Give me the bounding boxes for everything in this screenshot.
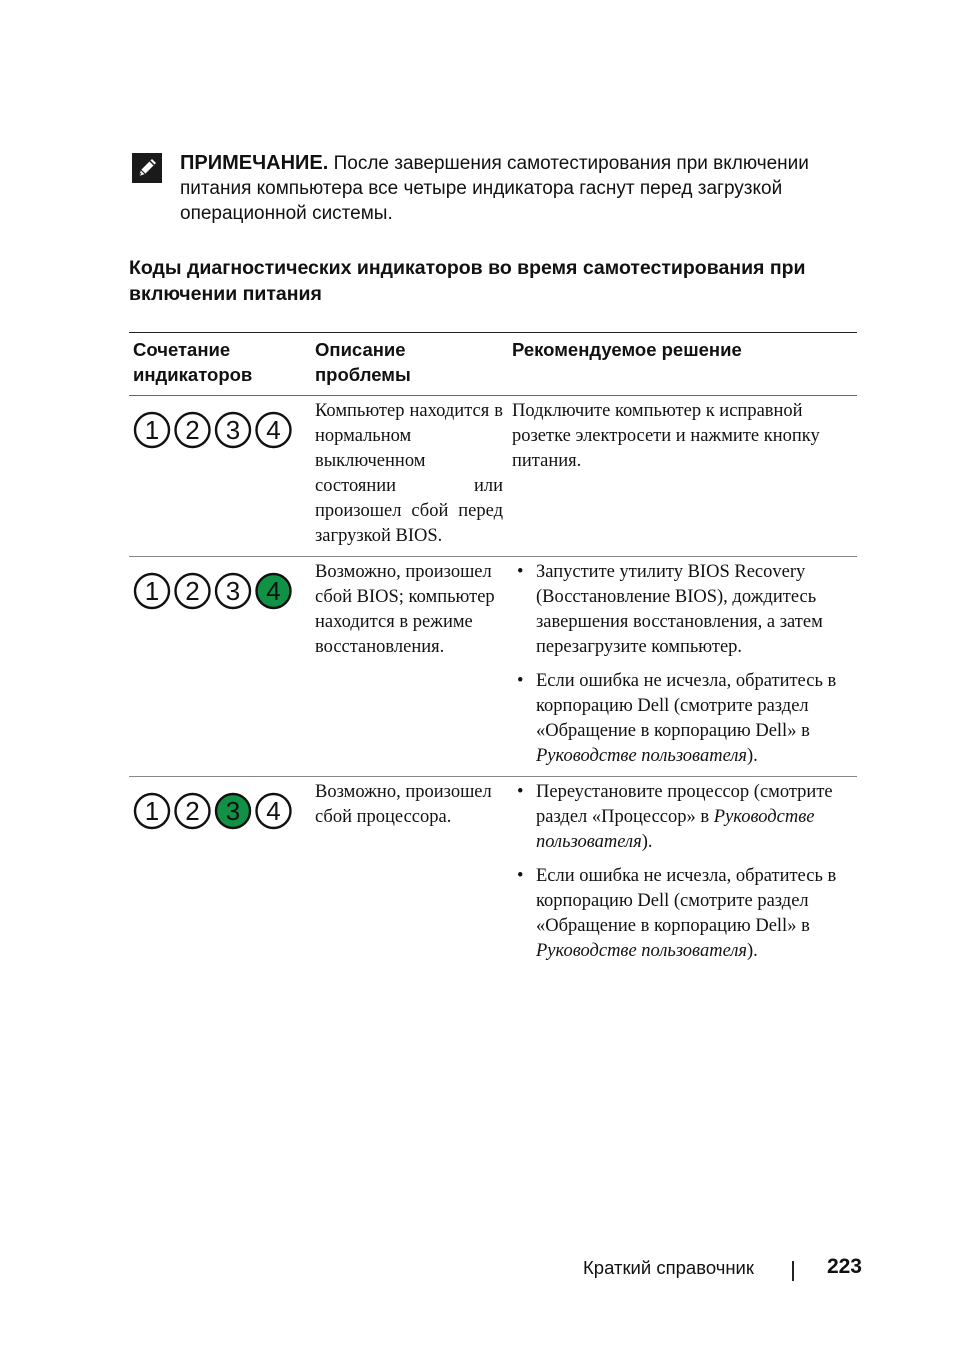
led-indicator-2 (176, 794, 210, 828)
table-row (129, 557, 857, 777)
led-label: 1 (144, 576, 160, 606)
led-indicator-1 (135, 794, 169, 828)
diagnostic-table (129, 332, 857, 972)
bullet-text: Если ошибка не исчезла, обратитесь в корпорацию Dell (смотрите раздел «Обращение в корпорацию Dell» в (536, 671, 837, 741)
solution-list (512, 780, 857, 973)
solution-list (512, 560, 857, 778)
led-indicator-4 (257, 413, 291, 447)
led-label: 4 (266, 415, 281, 445)
led-indicator-2 (176, 413, 210, 447)
led-label: 2 (185, 796, 200, 826)
header-solution: Рекомендуемое решение (512, 339, 742, 360)
led-indicator-1 (135, 574, 169, 608)
note-text (180, 151, 870, 226)
table-row (129, 777, 857, 972)
table-row (129, 396, 857, 557)
note-body: После завершения самотестирования при включении питания компьютера все четыре индикатора гаснут перед загрузкой операционной системы. (180, 153, 809, 224)
solution-bullet (512, 560, 857, 660)
led-indicator-3 (216, 413, 250, 447)
led-combination (132, 791, 302, 831)
led-label: 4 (266, 576, 281, 606)
manual-title: Руководстве пользователя (536, 941, 747, 961)
header-combo: Сочетание индикаторов (133, 339, 253, 385)
led-label: 2 (185, 576, 200, 606)
bullet-text: Если ошибка не исчезла, обратитесь в корпорацию Dell (смотрите раздел «Обращение в корпорацию Dell» в (536, 866, 837, 936)
page-number: 223 (826, 1255, 862, 1278)
led-label: 3 (225, 415, 241, 445)
solution-bullet (512, 780, 857, 855)
led-label: 4 (266, 796, 281, 826)
led-indicator-1 (135, 413, 169, 447)
solution-bullet (512, 864, 857, 964)
solution-bullet (512, 669, 857, 769)
note-pencil-icon (132, 153, 162, 183)
problem-description: Возможно, произошел сбой BIOS; компьютер находится в режиме восстановления. (315, 562, 495, 657)
led-indicator-2 (176, 574, 210, 608)
led-label: 2 (185, 415, 200, 445)
led-indicator-4 (257, 794, 291, 828)
bullet-text: Переустановите процессор (смотрите раздел «Процессор» в (536, 782, 833, 827)
bullet-tail: ). (746, 746, 758, 766)
led-label: 1 (144, 415, 160, 445)
led-indicator-3 (216, 794, 250, 828)
bullet-text: Запустите утилиту BIOS Recovery (Восстановление BIOS), дождитесь завершения восстановления, а затем перезагрузите компьютер. (536, 562, 823, 657)
led-combination (132, 410, 302, 450)
table-header (129, 332, 857, 396)
manual-title: Руководстве пользователя (536, 746, 747, 766)
bullet-tail: ). (641, 832, 653, 852)
footer-section-label: Краткий справочник (583, 1257, 754, 1278)
led-combination (132, 571, 302, 611)
led-label: 3 (225, 576, 241, 606)
header-problem: Описание проблемы (315, 339, 411, 385)
footer-divider (792, 1261, 794, 1281)
page-footer (500, 1255, 862, 1285)
manual-title: Руководстве пользователя (536, 807, 815, 852)
led-label: 3 (225, 796, 241, 826)
section-heading: Коды диагностических индикаторов во время самотестирования при включении питания (129, 257, 806, 305)
problem-description: Возможно, произошел сбой процессора. (315, 782, 492, 827)
solution-text: Подключите компьютер к исправной розетке электросети и нажмите кнопку питания. (512, 401, 820, 471)
led-indicator-4 (257, 574, 291, 608)
note-title: ПРИМЕЧАНИЕ. (180, 152, 329, 174)
bullet-tail: ). (746, 941, 758, 961)
problem-description: Компьютер находится в нормальном выключенном состоянии или произошел сбой перед загрузкой BIOS. (315, 401, 503, 546)
led-indicator-3 (216, 574, 250, 608)
led-label: 1 (144, 796, 160, 826)
